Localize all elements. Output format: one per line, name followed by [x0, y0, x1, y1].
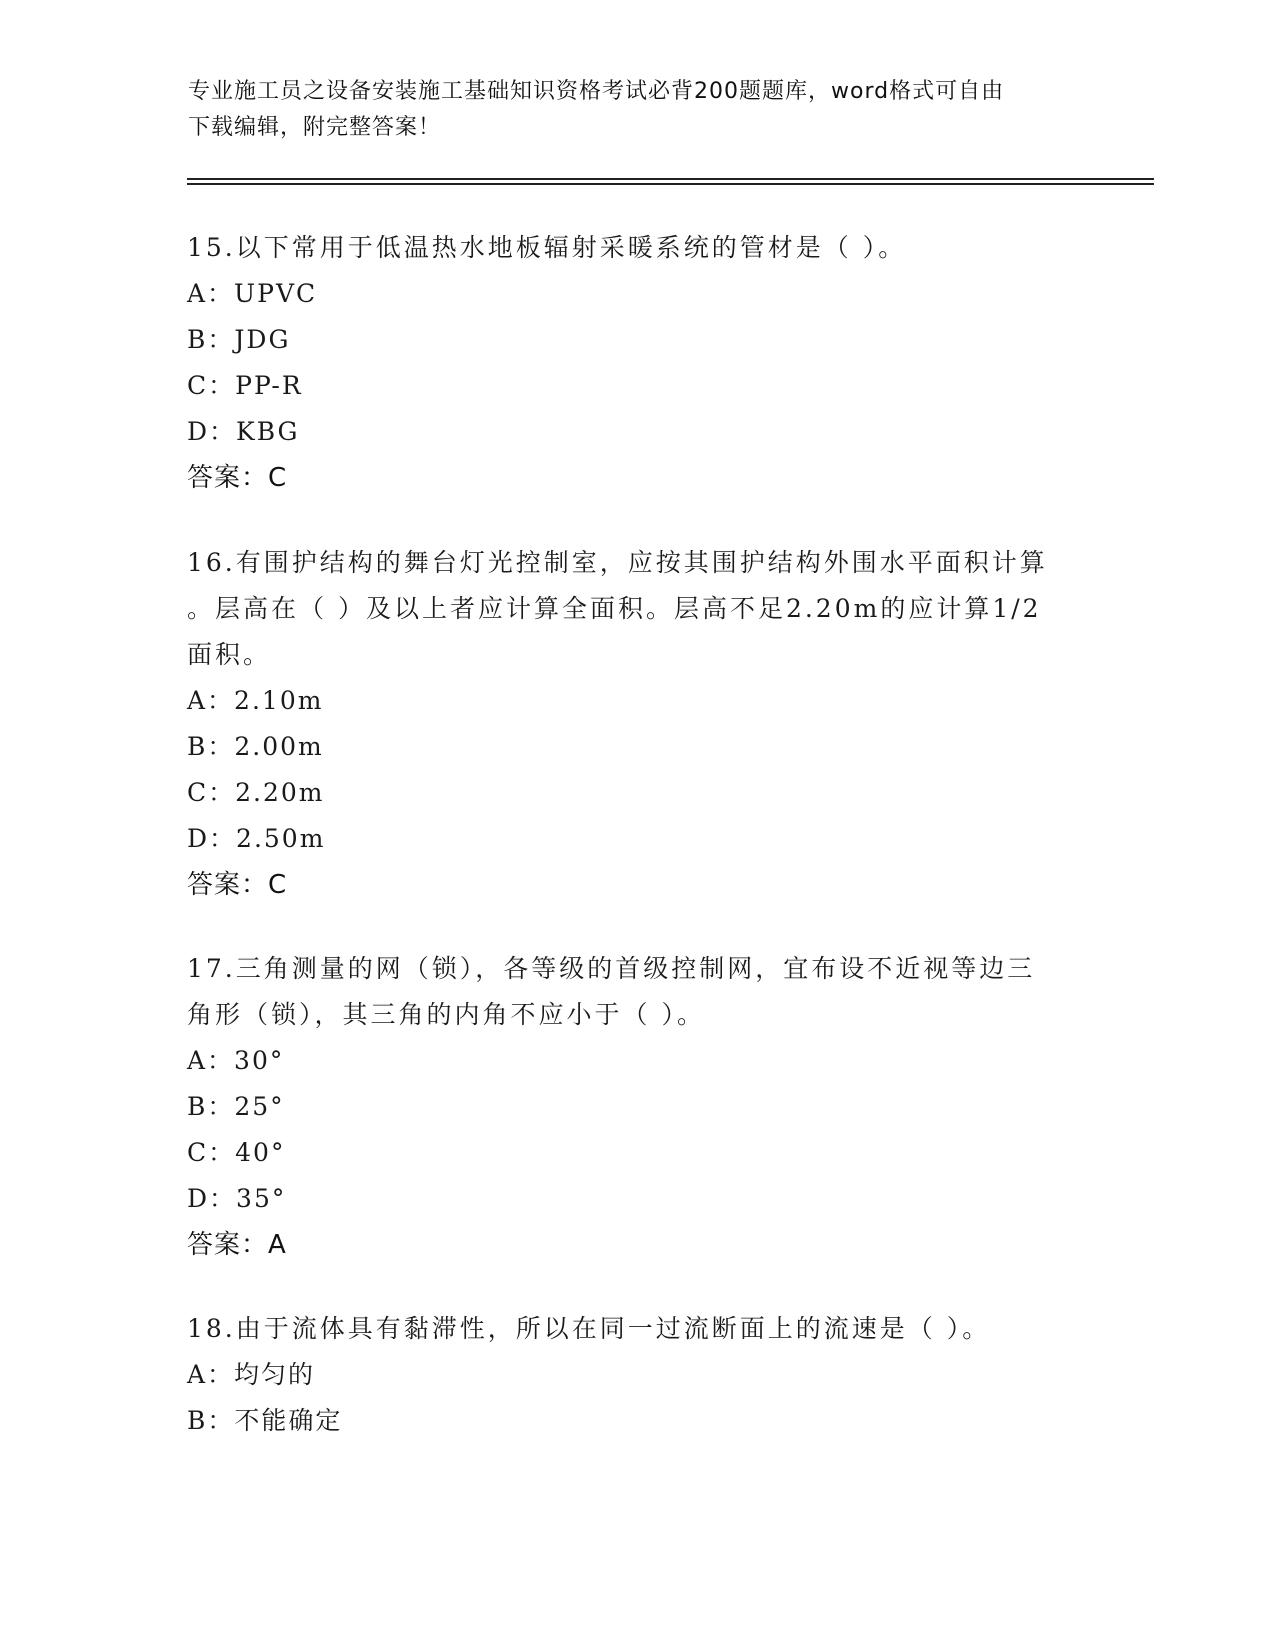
- question-text: 15.以下常用于低温热水地板辐射采暖系统的管材是（ ）。: [187, 233, 907, 262]
- option-b: B：JDG: [187, 325, 291, 354]
- document-header: [188, 74, 1088, 146]
- option-a: A：UPVC: [187, 279, 318, 308]
- question-text-line-3: 面积。: [187, 640, 272, 669]
- header-line-1: 专业施工员之设备安装施工基础知识资格考试必背200题题库，word格式可自由: [188, 79, 1005, 104]
- question-text-line-2: 。层高在（ ）及以上者应计算全面积。层高不足2.20m的应计算1/2: [187, 594, 1042, 623]
- answer: 答案：C: [187, 463, 288, 493]
- answer: 答案：C: [187, 870, 288, 900]
- option-d: D：KBG: [187, 417, 300, 446]
- question-text: 18.由于流体具有黏滞性，所以在同一过流断面上的流速是（ ）。: [187, 1314, 991, 1343]
- question-text-line-1: 16.有围护结构的舞台灯光控制室，应按其围护结构外围水平面积计算: [187, 548, 1048, 577]
- question-18: [187, 1306, 1087, 1444]
- question-15: [187, 225, 1087, 501]
- question-text-line-2: 角形（锁），其三角的内角不应小于（ ）。: [187, 1000, 705, 1029]
- question-16: [187, 540, 1087, 908]
- question-17: [187, 946, 1087, 1268]
- option-b: B：2.00m: [187, 732, 324, 761]
- answer: 答案：A: [187, 1230, 287, 1260]
- option-c: C：2.20m: [187, 778, 325, 807]
- header-divider-top: [187, 178, 1154, 180]
- header-line-2: 下载编辑，附完整答案！: [188, 115, 442, 140]
- option-a: A：均匀的: [187, 1360, 316, 1389]
- question-text-line-1: 17.三角测量的网（锁），各等级的首级控制网，宜布设不近视等边三: [187, 954, 1036, 983]
- option-c: C：40°: [187, 1138, 286, 1167]
- option-a: A：2.10m: [187, 686, 324, 715]
- header-divider-bottom: [187, 183, 1154, 185]
- option-c: C：PP-R: [187, 371, 303, 400]
- option-b: B：25°: [187, 1092, 285, 1121]
- option-d: D：2.50m: [187, 824, 326, 853]
- option-d: D：35°: [187, 1184, 287, 1213]
- option-a: A：30°: [187, 1046, 285, 1075]
- option-b: B：不能确定: [187, 1406, 343, 1435]
